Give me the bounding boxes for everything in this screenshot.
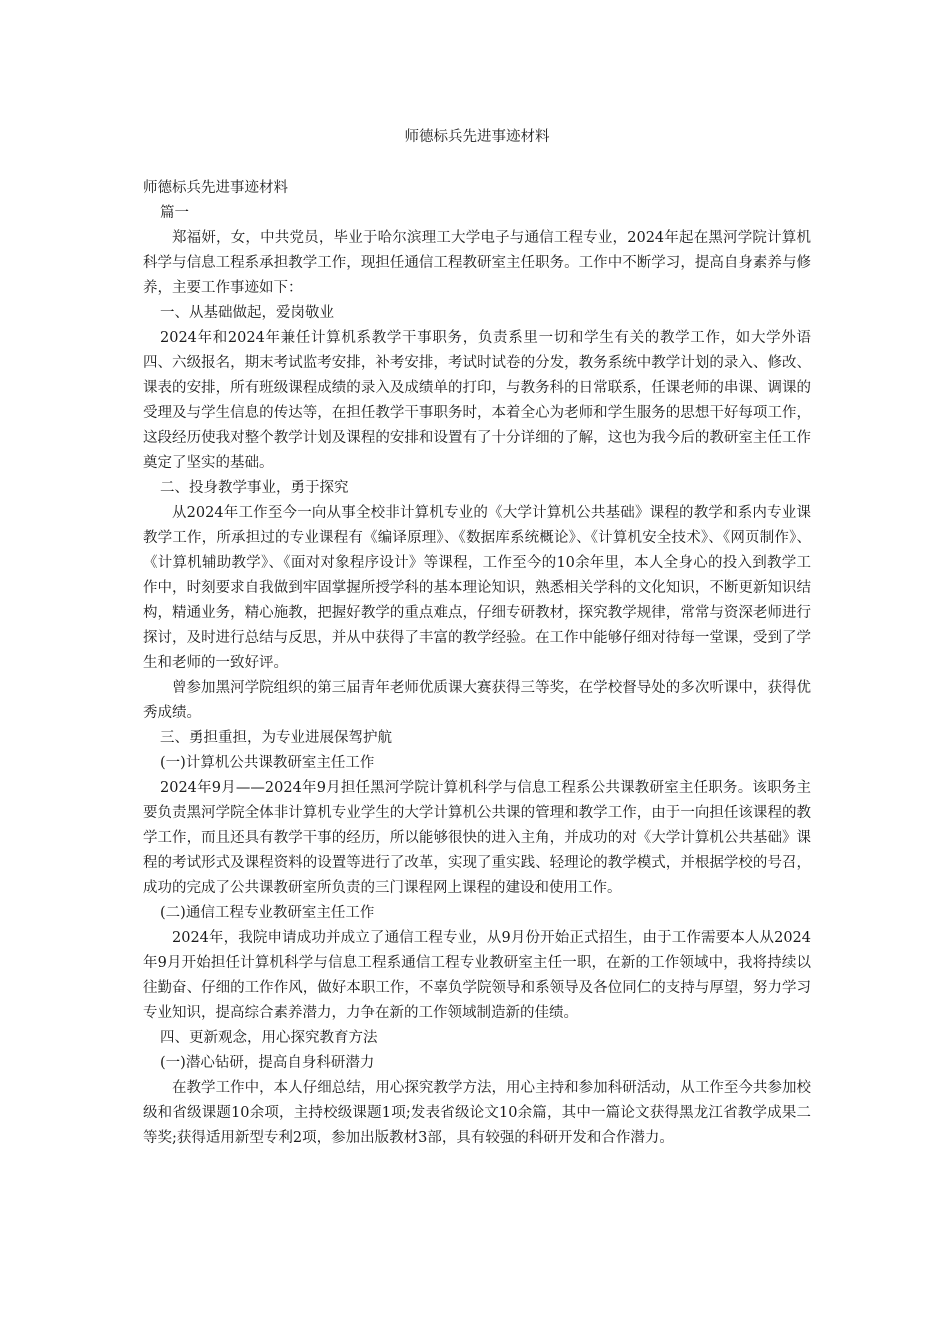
body-paragraph: 郑福妍，女，中共党员，毕业于哈尔滨理工大学电子与通信工程专业，2024年起在黑河学院计算机科学与信息工程系承担教学工作，现担任通信工程教研室主任职务。工作中不断学习，提高自身素养与修养，主要工作事迹如下： xyxy=(143,230,811,296)
heading-paragraph: 一、从基础做起，爱岗敬业 xyxy=(160,305,334,321)
subheading-paragraph: (一)计算机公共课教研室主任工作 xyxy=(160,755,375,771)
body-paragraph: 2024年和2024年兼任计算机系教学干事职务，负责系里一切和学生有关的教学工作，如大学外语四、六级报名，期末考试监考安排，补考安排，考试时试卷的分发，教务系统中教学计划的录入、修改、课表的安排，所有班级课程成绩的录入及成绩单的打印，与教务科的日常联系，任课老师的串课、调课的受理及与学生信息的传达等，在担任教学干事职务时，本着全心为老师和学生服务的思想干好每项工作，这段经历使我对整个教学计划及课程的安排和设置有了十分详细的了解，这也为我今后的教研室主任工作奠定了坚实的基础。 xyxy=(143,330,811,471)
heading-paragraph: 三、勇担重担，为专业进展保驾护航 xyxy=(160,730,392,746)
body-paragraph: 在教学工作中，本人仔细总结，用心探究教学方法，用心主持和参加科研活动，从工作至今共参加校级和省级课题10余项，主持校级课题1项;发表省级论文10余篇，其中一篇论文获得黑龙江省教学成果二等奖;获得适用新型专利2项，参加出版教材3部，具有较强的科研开发和合作潜力。 xyxy=(143,1080,811,1146)
subtitle-paragraph: 师德标兵先进事迹材料 xyxy=(143,180,288,196)
section-label-paragraph: 篇一 xyxy=(160,205,189,221)
body-paragraph: 曾参加黑河学院组织的第三届青年老师优质课大赛获得三等奖，在学校督导处的多次听课中，获得优秀成绩。 xyxy=(143,680,811,721)
body-paragraph: 2024年9月——2024年9月担任黑河学院计算机科学与信息工程系公共课教研室主任职务。该职务主要负责黑河学院全体非计算机专业学生的大学计算机公共课的管理和教学工作，由于一向担任该课程的教学工作，而且还具有教学干事的经历，所以能够很快的进入主角，并成功的对《大学计算机公共基础》课程的考试形式及课程资料的设置等进行了改革，实现了重实践、轻理论的教学模式，并根据学校的号召，成功的完成了公共课教研室所负责的三门课程网上课程的建设和使用工作。 xyxy=(143,780,811,896)
heading-paragraph: 四、更新观念，用心探究教育方法 xyxy=(160,1030,378,1046)
document-title: 师德标兵先进事迹材料 xyxy=(404,129,550,145)
document-body xyxy=(143,176,811,1151)
body-paragraph: 2024年，我院申请成功并成立了通信工程专业，从9月份开始正式招生，由于工作需要本人从2024年9月开始担任计算机科学与信息工程系通信工程专业教研室主任一职，在新的工作领域中，我将持续以往勤奋、仔细的工作作风，做好本职工作，不辜负学院领导和系领导及各位同仁的支持与厚望，努力学习专业知识，提高综合素养潜力，力争在新的工作领域制造新的佳绩。 xyxy=(143,930,811,1021)
heading-paragraph: 二、投身教学事业，勇于探究 xyxy=(160,480,349,496)
subheading-paragraph: (一)潜心钻研，提高自身科研潜力 xyxy=(160,1055,375,1071)
body-paragraph: 从2024年工作至今一向从事全校非计算机专业的《大学计算机公共基础》课程的教学和系内专业课教学工作，所承担过的专业课程有《编译原理》、《数据库系统概论》、《计算机安全技术》、《网页制作》、《计算机辅助教学》、《面对对象程序设计》等课程，工作至今的10余年里，本人全身心的投入到教学工作中，时刻要求自我做到牢固掌握所授学科的基本理论知识，熟悉相关学科的文化知识，不断更新知识结构，精通业务，精心施教，把握好教学的重点难点，仔细专研教材，探究教学规律，常常与资深老师进行探讨，及时进行总结与反思，并从中获得了丰富的教学经验。在工作中能够仔细对待每一堂课，受到了学生和老师的一致好评。 xyxy=(143,505,811,671)
subheading-paragraph: (二)通信工程专业教研室主任工作 xyxy=(160,905,375,921)
